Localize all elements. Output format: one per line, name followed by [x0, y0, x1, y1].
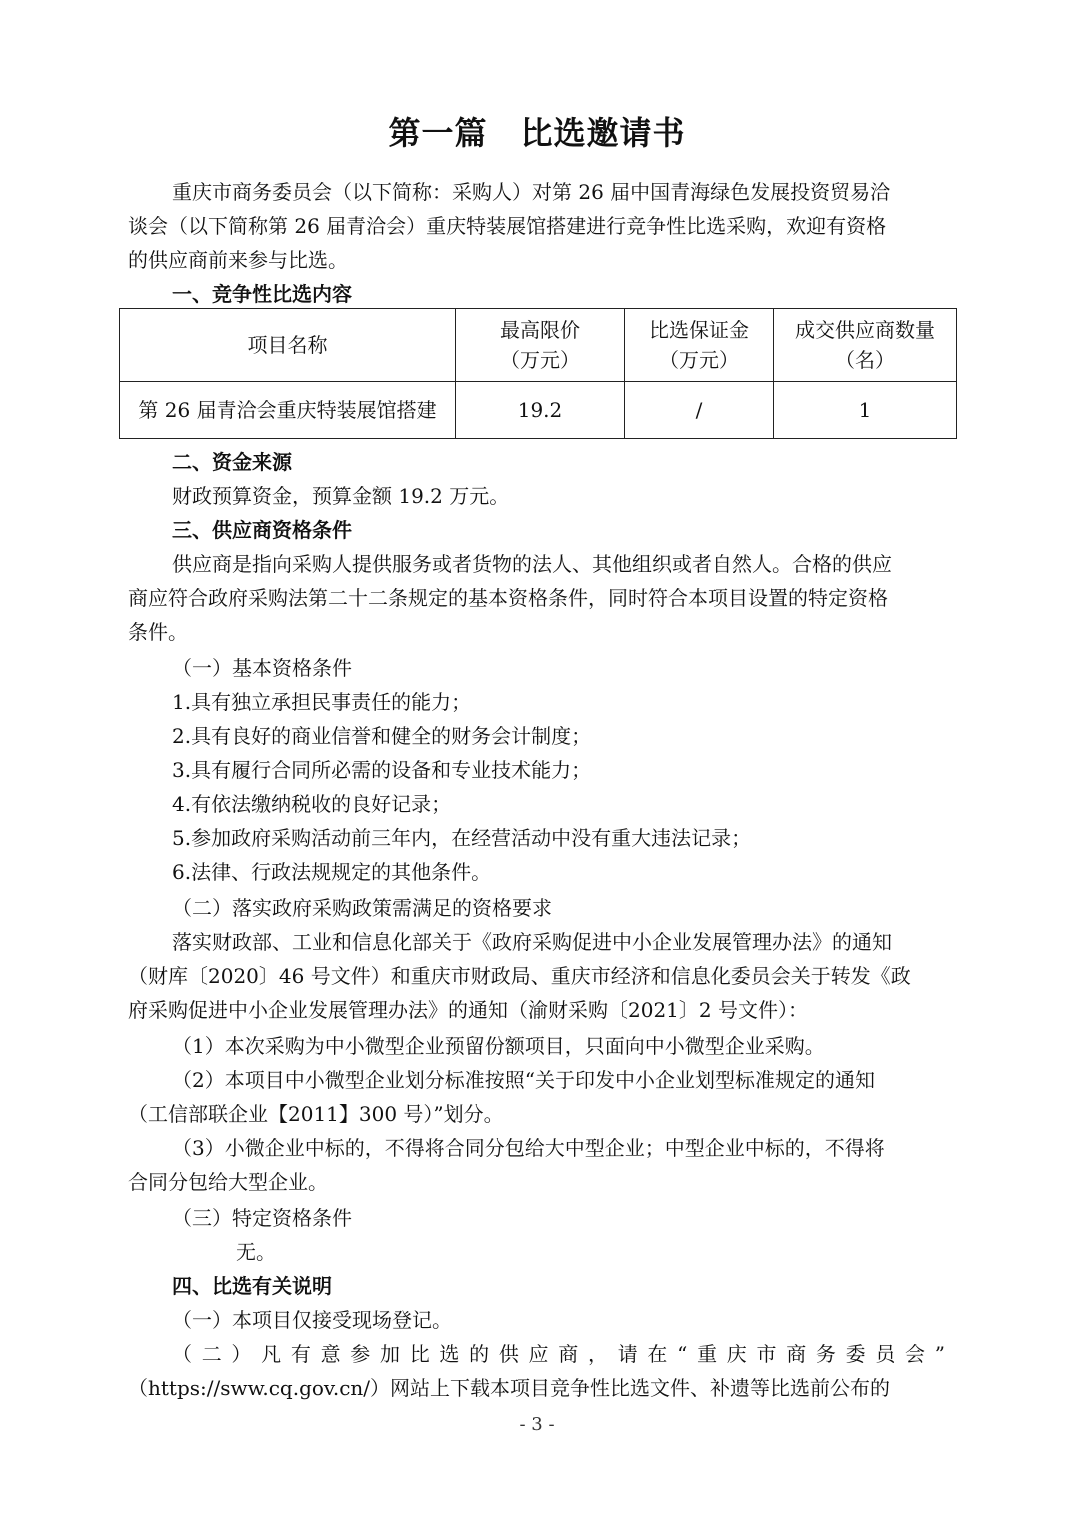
intro-line-2: 谈会（以下简称第 26 届青洽会）重庆特装展馆搭建进行竞争性比选采购，欢迎有资格	[128, 214, 887, 238]
table-header-cell	[625, 309, 774, 382]
policy-text-1: 落实财政部、工业和信息化部关于《政府采购促进中小企业发展管理办法》的通知	[172, 930, 892, 954]
list-item: 6.法律、行政法规规定的其他条件。	[172, 860, 492, 884]
list-item: 4.有依法缴纳税收的良好记录；	[172, 792, 452, 816]
qualification-intro-2: 商应符合政府采购法第二十二条规定的基本资格条件，同时符合本项目设置的特定资格	[128, 586, 888, 610]
header-label: 项目名称	[247, 333, 328, 357]
special-qualification-heading: （三）特定资格条件	[172, 1206, 352, 1230]
notice-item-2a: （二）凡有意参加比选的供应商，请在“重庆市商务委员会”	[172, 1342, 948, 1366]
policy-heading: （二）落实政府采购政策需满足的资格要求	[172, 896, 552, 920]
supplier-count-cell: 1	[774, 382, 957, 439]
table-row	[120, 382, 957, 439]
header-label: 成交供应商数量	[795, 318, 935, 342]
section-heading-1: 一、竞争性比选内容	[172, 282, 352, 306]
header-label: 比选保证金	[649, 318, 749, 342]
policy-text-2: （财库〔2020〕46 号文件）和重庆市财政局、重庆市经济和信息化委员会关于转发《政	[128, 964, 911, 988]
deposit-cell: /	[625, 382, 774, 439]
header-unit: （名）	[835, 348, 895, 372]
project-name-cell: 第 26 届青洽会重庆特装展馆搭建	[120, 382, 456, 439]
basic-qualification-heading: （一）基本资格条件	[172, 656, 352, 680]
table-header-row	[120, 309, 957, 382]
list-item: 2.具有良好的商业信誉和健全的财务会计制度；	[172, 724, 592, 748]
qualification-intro-3: 条件。	[128, 620, 188, 644]
max-price-cell: 19.2	[456, 382, 625, 439]
intro-line-1: 重庆市商务委员会（以下简称：采购人）对第 26 届中国青海绿色发展投资贸易洽	[172, 180, 891, 204]
policy-item-1: （1）本次采购为中小微型企业预留份额项目，只面向中小微型企业采购。	[172, 1034, 825, 1058]
notice-item-2b: （https://sww.cq.gov.cn/）网站上下载本项目竞争性比选文件、补遗等比选前公布的	[128, 1376, 891, 1400]
funding-text: 财政预算资金，预算金额 19.2 万元。	[172, 484, 510, 508]
list-item: 3.具有履行合同所必需的设备和专业技术能力；	[172, 758, 592, 782]
special-qualification-text: 无。	[236, 1240, 276, 1264]
page-number: - 3 -	[519, 1414, 555, 1435]
policy-item-2b: （工信部联企业【2011】300 号）”划分。	[128, 1102, 504, 1126]
header-label: 最高限价	[500, 318, 580, 342]
list-item: 1.具有独立承担民事责任的能力；	[172, 690, 472, 714]
policy-item-3a: （3）小微企业中标的，不得将合同分包给大中型企业；中型企业中标的，不得将	[172, 1136, 885, 1160]
section-heading-3: 三、供应商资格条件	[172, 518, 352, 542]
section-heading-2: 二、资金来源	[172, 450, 292, 474]
table-header-cell	[120, 309, 456, 382]
notice-item-1: （一）本项目仅接受现场登记。	[172, 1308, 452, 1332]
policy-text-3: 府采购促进中小企业发展管理办法》的通知（渝财采购〔2021〕2 号文件）：	[128, 998, 808, 1022]
qualification-intro-1: 供应商是指向采购人提供服务或者货物的法人、其他组织或者自然人。合格的供应	[172, 552, 892, 576]
page-title: 第一篇 比选邀请书	[388, 114, 686, 152]
header-unit: （万元）	[659, 348, 739, 372]
table-header-cell	[456, 309, 625, 382]
policy-item-2a: （2）本项目中小微型企业划分标准按照“关于印发中小企业划型标准规定的通知	[172, 1068, 875, 1092]
list-item: 5.参加政府采购活动前三年内，在经营活动中没有重大违法记录；	[172, 826, 752, 850]
header-unit: （万元）	[500, 348, 580, 372]
bid-content-table	[119, 308, 957, 439]
policy-item-3b: 合同分包给大型企业。	[128, 1170, 328, 1194]
section-heading-4: 四、比选有关说明	[172, 1274, 332, 1298]
table-header-cell	[774, 309, 957, 382]
intro-line-3: 的供应商前来参与比选。	[128, 248, 348, 272]
